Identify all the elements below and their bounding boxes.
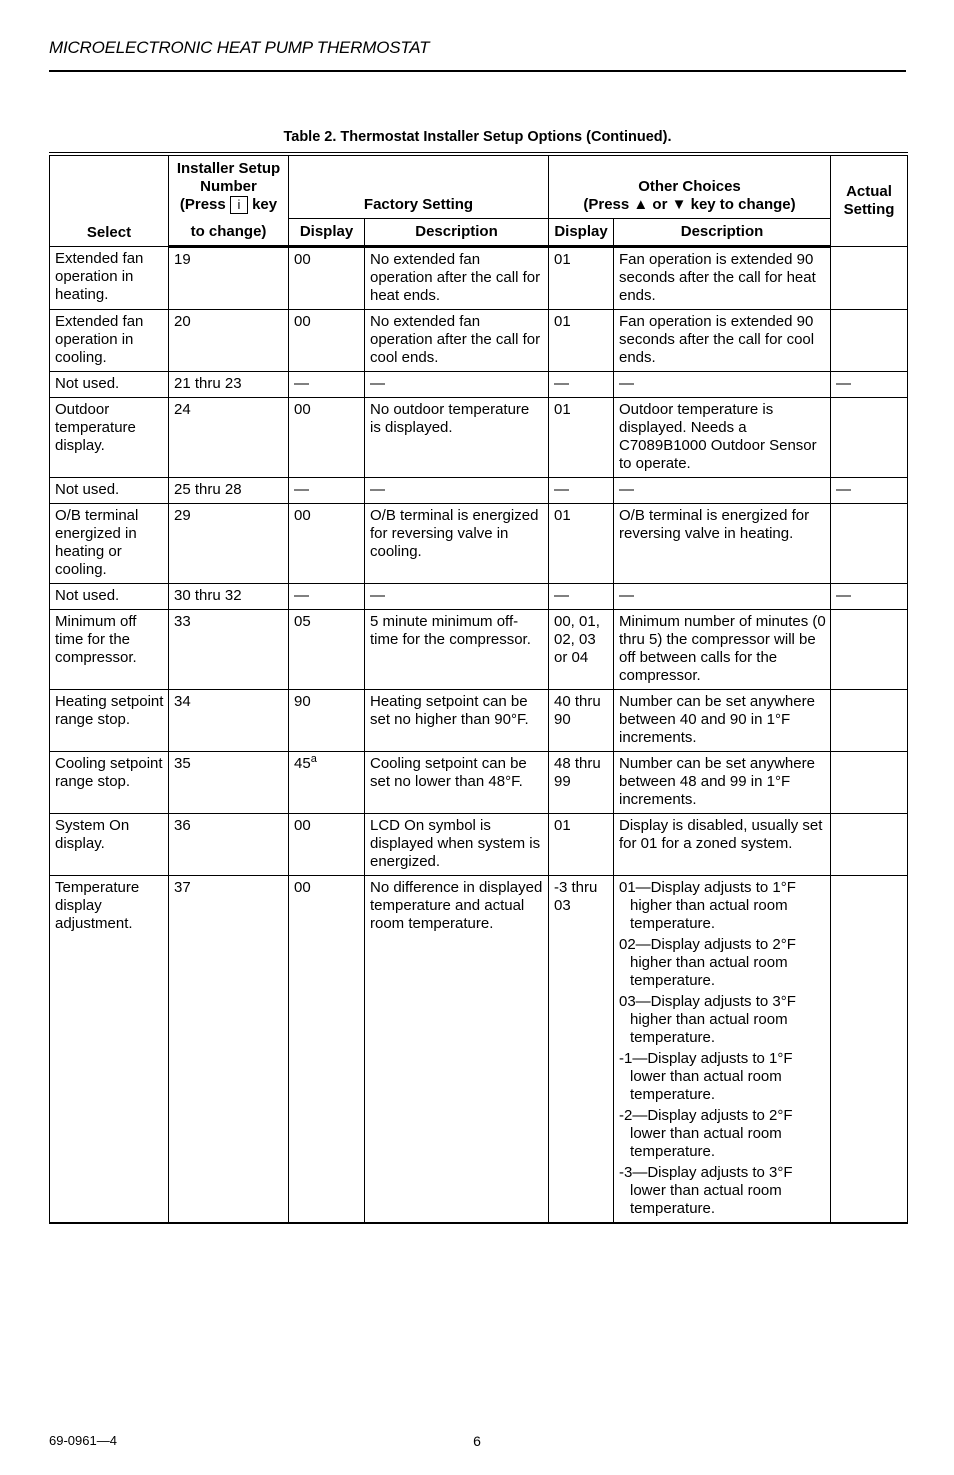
other-display-cell: 40 thru 90 [549, 689, 614, 751]
factory-description-header: Description [365, 218, 549, 246]
actual-setting-cell [831, 875, 908, 1223]
factory-description-cell: — [365, 583, 549, 609]
other-display-cell: 00, 01, 02, 03 or 04 [549, 609, 614, 689]
select-cell: Extended fan operation in cooling. [50, 309, 169, 371]
factory-description-cell: Cooling setpoint can be set no lower than 48°F. [365, 751, 549, 813]
other-display-cell: 01 [549, 309, 614, 371]
select-cell: System On display. [50, 813, 169, 875]
factory-display-cell: 00 [289, 875, 365, 1223]
table-row [50, 813, 908, 875]
info-key-icon: i [230, 196, 248, 214]
table-row [50, 371, 908, 397]
footnote-marker: a [310, 752, 317, 765]
factory-display-cell: 00 [289, 813, 365, 875]
actual-setting-cell: — [831, 371, 908, 397]
document-number: 69-0961—4 [49, 1433, 117, 1448]
other-description-cell: Number can be set anywhere between 40 and 90 in 1°F increments. [614, 689, 831, 751]
other-description-cell: — [614, 477, 831, 503]
other-description-cell [614, 875, 831, 1223]
select-cell: Cooling setpoint range stop. [50, 751, 169, 813]
factory-display-cell: 00 [289, 246, 365, 309]
setup-number-cell: 20 [169, 309, 289, 371]
setup-number-header-cont: to change) [169, 218, 289, 246]
table-row [50, 583, 908, 609]
factory-display-cell: 90 [289, 689, 365, 751]
choice-item: 03—Display adjusts to 3°F higher than actual room temperature. [619, 992, 796, 1046]
select-header: Select [50, 154, 169, 246]
setup-number-label: Installer Setup Number [176, 160, 281, 195]
setup-number-press: (Press [179, 196, 226, 213]
setup-number-key-word: key [252, 196, 278, 213]
other-description-cell: Fan operation is extended 90 seconds after the call for heat ends. [614, 246, 831, 309]
choice-item: -2—Display adjusts to 2°F lower than actual room temperature. [619, 1106, 793, 1160]
select-cell: Not used. [50, 371, 169, 397]
factory-display-value: 45 [294, 754, 311, 772]
factory-display-header: Display [289, 218, 365, 246]
table-row [50, 689, 908, 751]
factory-description-cell: No difference in displayed temperature and actual room temperature. [365, 875, 549, 1223]
factory-display-cell: 00 [289, 309, 365, 371]
factory-description-cell: No outdoor temperature is displayed. [365, 397, 549, 477]
other-display-cell: — [549, 371, 614, 397]
other-description-cell: Display is disabled, usually set for 01 for a zoned system. [614, 813, 831, 875]
page-header-title: MICROELECTRONIC HEAT PUMP THERMOSTAT [49, 38, 430, 57]
factory-description-cell: O/B terminal is energized for reversing valve in cooling. [365, 503, 549, 583]
other-description-cell: Number can be set anywhere between 48 and 99 in 1°F increments. [614, 751, 831, 813]
setup-number-cell: 21 thru 23 [169, 371, 289, 397]
setup-number-cell: 25 thru 28 [169, 477, 289, 503]
table-row [50, 503, 908, 583]
other-description-cell: — [614, 371, 831, 397]
setup-number-cell: 35 [169, 751, 289, 813]
table-row [50, 609, 908, 689]
other-description-cell: Minimum number of minutes (0 thru 5) the compressor will be off between calls for the compressor. [614, 609, 831, 689]
actual-setting-cell [831, 397, 908, 477]
setup-number-cell: 29 [169, 503, 289, 583]
other-choices-instruction: (Press ▲ or ▼ key to change) [583, 195, 796, 213]
table-row [50, 397, 908, 477]
other-description-cell: Outdoor temperature is displayed. Needs a C7089B1000 Outdoor Sensor to operate. [614, 397, 831, 477]
other-description-header: Description [614, 218, 831, 246]
header-row-bottom [50, 218, 908, 246]
other-display-header: Display [549, 218, 614, 246]
factory-display-cell: 00 [289, 503, 365, 583]
select-cell: Minimum off time for the compressor. [50, 609, 169, 689]
setup-number-cell: 24 [169, 397, 289, 477]
actual-setting-cell [831, 609, 908, 689]
other-description-cell: O/B terminal is energized for reversing valve in heating. [614, 503, 831, 583]
table-row [50, 751, 908, 813]
select-cell: Extended fan operation in heating. [50, 246, 169, 309]
setup-number-header [169, 154, 289, 218]
other-display-cell: 01 [549, 246, 614, 309]
table-row [50, 246, 908, 309]
header-row-top [50, 154, 908, 218]
choice-item: -3—Display adjusts to 3°F lower than actual room temperature. [619, 1163, 793, 1217]
table-row [50, 477, 908, 503]
other-display-cell: 01 [549, 813, 614, 875]
actual-setting-cell [831, 813, 908, 875]
page-number: 6 [473, 1433, 481, 1449]
factory-description-cell: No extended fan operation after the call for heat ends. [365, 246, 549, 309]
other-description-cell: Fan operation is extended 90 seconds after the call for cool ends. [614, 309, 831, 371]
actual-setting-header: Actual Setting [831, 154, 908, 246]
actual-setting-cell: — [831, 583, 908, 609]
header-rule [49, 70, 906, 72]
other-display-cell: 01 [549, 397, 614, 477]
table-row [50, 875, 908, 1223]
factory-setting-header: Factory Setting [289, 154, 549, 218]
other-display-cell: 48 thru 99 [549, 751, 614, 813]
select-cell: O/B terminal energized in heating or cooling. [50, 503, 169, 583]
factory-display-cell: 05 [289, 609, 365, 689]
actual-setting-cell: — [831, 477, 908, 503]
factory-description-cell: Heating setpoint can be set no higher than 90°F. [365, 689, 549, 751]
actual-setting-cell [831, 309, 908, 371]
setup-number-cell: 33 [169, 609, 289, 689]
actual-setting-cell [831, 246, 908, 309]
select-cell: Outdoor temperature display. [50, 397, 169, 477]
setup-number-cell: 37 [169, 875, 289, 1223]
factory-display-cell: 00 [289, 397, 365, 477]
factory-description-cell: — [365, 371, 549, 397]
other-display-cell: 01 [549, 503, 614, 583]
choice-item: -1—Display adjusts to 1°F lower than actual room temperature. [619, 1049, 793, 1103]
other-choices-header [549, 154, 831, 218]
setup-options-table [49, 152, 908, 1224]
factory-description-cell: — [365, 477, 549, 503]
factory-description-cell: LCD On symbol is displayed when system is energized. [365, 813, 549, 875]
setup-number-cell: 36 [169, 813, 289, 875]
factory-display-cell: — [289, 583, 365, 609]
actual-setting-cell [831, 751, 908, 813]
other-choices-label: Other Choices [638, 177, 741, 195]
factory-display-cell: — [289, 477, 365, 503]
table-row [50, 309, 908, 371]
choice-item: 01—Display adjusts to 1°F higher than actual room temperature. [619, 878, 796, 932]
select-cell: Not used. [50, 477, 169, 503]
other-display-cell: — [549, 477, 614, 503]
factory-display-cell: — [289, 371, 365, 397]
choice-item: 02—Display adjusts to 2°F higher than actual room temperature. [619, 935, 796, 989]
select-cell: Heating setpoint range stop. [50, 689, 169, 751]
setup-number-cell: 30 thru 32 [169, 583, 289, 609]
factory-description-cell: No extended fan operation after the call for cool ends. [365, 309, 549, 371]
actual-setting-cell [831, 689, 908, 751]
other-display-cell: -3 thru 03 [549, 875, 614, 1223]
select-cell: Temperature display adjustment. [50, 875, 169, 1223]
actual-setting-cell [831, 503, 908, 583]
select-cell: Not used. [50, 583, 169, 609]
other-display-cell: — [549, 583, 614, 609]
table-caption: Table 2. Thermostat Installer Setup Options (Continued). [283, 129, 672, 145]
setup-number-cell: 19 [169, 246, 289, 309]
other-description-cell: — [614, 583, 831, 609]
setup-number-cell: 34 [169, 689, 289, 751]
factory-description-cell: 5 minute minimum off-time for the compressor. [365, 609, 549, 689]
factory-display-cell [289, 751, 365, 813]
